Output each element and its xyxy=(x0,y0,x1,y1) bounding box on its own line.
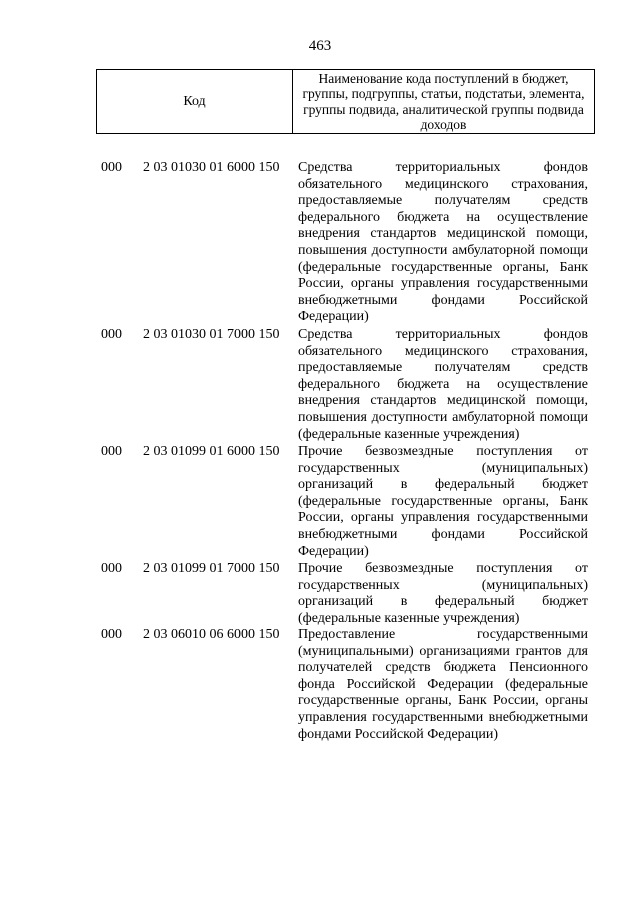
admin-code: 000 xyxy=(101,627,122,642)
admin-code: 000 xyxy=(101,444,122,459)
header-name-cell: Наименование кода поступлений в бюджет, группы, подгруппы, статьи, подстатьи, элемента, группы подвида, аналитической группы подвида доходов xyxy=(302,70,585,132)
revenue-name: Средства территориальных фондов обязательного медицинского страхования, предоставляемые получателям средств федерального бюджета на осуществление внедрения стандартов медицинской помощи, повышения доступности амбулаторной помощи (федеральные казенные учреждения) xyxy=(298,327,588,442)
revenue-code: 2 03 01030 01 6000 150 xyxy=(143,160,280,175)
revenue-name: Прочие безвозмездные поступления от государственных (муниципальных) организаций в федеральный бюджет (федеральные казенные учреждения) xyxy=(298,561,588,626)
revenue-code: 2 03 01030 01 7000 150 xyxy=(143,327,280,342)
header-code-cell: Код xyxy=(97,70,293,133)
revenue-code: 2 03 01099 01 6000 150 xyxy=(143,444,280,459)
admin-code: 000 xyxy=(101,160,122,175)
revenue-name: Средства территориальных фондов обязательного медицинского страхования, предоставляемые получателям средств федерального бюджета на осуществление внедрения стандартов медицинской помощи, повышения доступности амбулаторной помощи (федеральные государственные органы, Банк России, органы управления государственными внебюджетными фондами Российской Федерации) xyxy=(298,160,588,325)
revenue-name: Предоставление государственными (муниципальными) организациями грантов для получателей средств бюджета Пенсионного фонда Российской Федерации (федеральные государственные органы, Банк России, органы управления государственными внебюджетными фондами Российской Федерации) xyxy=(298,627,588,742)
revenue-code: 2 03 01099 01 7000 150 xyxy=(143,561,280,576)
revenue-name: Прочие безвозмездные поступления от государственных (муниципальных) организаций в федеральный бюджет (федеральные государственные органы, Банк России, органы управления государственными внебюджетными фондами Российской Федерации) xyxy=(298,444,588,559)
revenue-code: 2 03 06010 06 6000 150 xyxy=(143,627,280,642)
table-header xyxy=(96,69,595,134)
admin-code: 000 xyxy=(101,561,122,576)
admin-code: 000 xyxy=(101,327,122,342)
page-number: 463 xyxy=(308,38,332,54)
